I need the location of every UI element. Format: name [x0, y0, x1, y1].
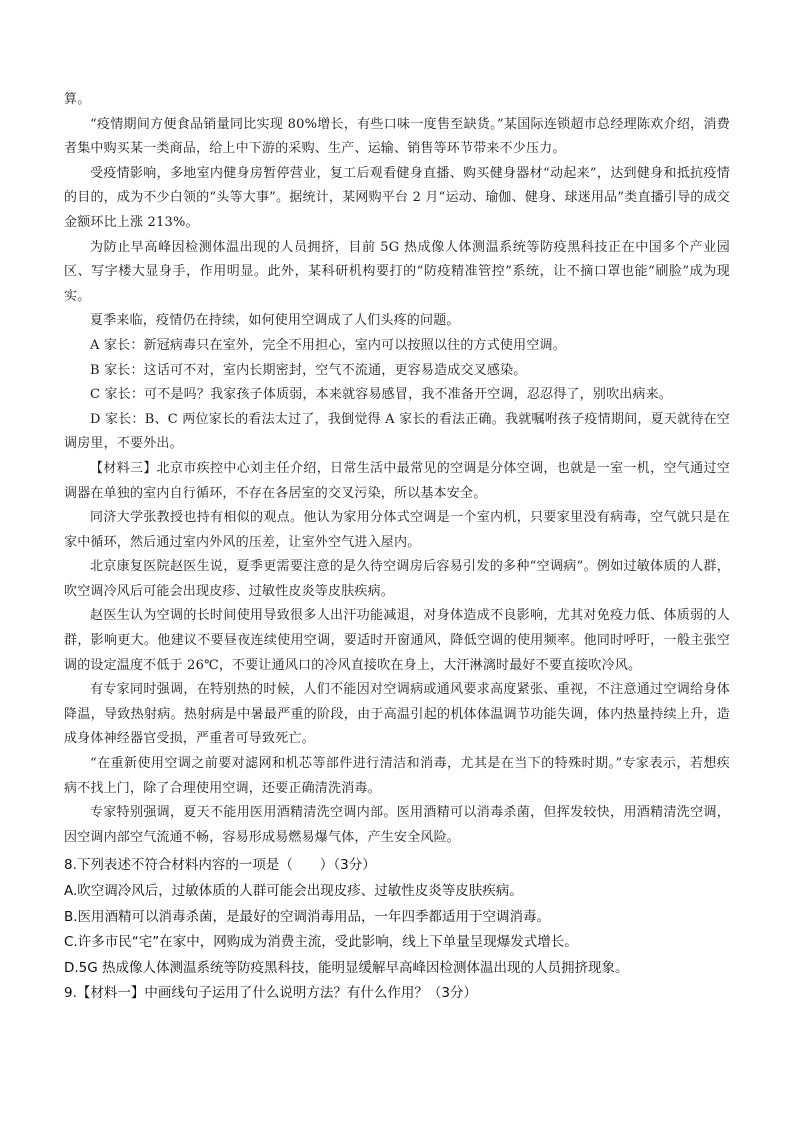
passage-paragraph: 为防止早高峰因检测体温出现的人员拥挤，目前 5G 热成像人体测温系统等防疫黑科技正在中国多个产业园区、写字楼大显身手，作用明显。此外，某科研机构要打的“防疫精准管控”系统，让不摘口罩也能“刷脸”成为现实。	[64, 239, 730, 304]
passage-paragraph: B 家长：这话可不对，室内长期密封，空气不流通，更容易造成交叉感染。	[90, 362, 527, 378]
passage-paragraph: 有专家同时强调，在特别热的时候，人们不能因对空调病或通风要求高度紧张、重视，不注意通过空调给身体降温，导致热射病。热射病是中暑最严重的阶段，由于高温引起的机体体温调节功能失调，体内热量持续上升，造成身体神经器官受损，严重者可导致死亡。	[64, 682, 730, 747]
passage-paragraph: A 家长：新冠病毒只在室外，完全不用担心，室内可以按照以往的方式使用空调。	[90, 337, 566, 353]
passage-paragraph: C 家长：可不是吗？我家孩子体质弱，本来就容易感冒，我不准备开空调，忍忍得了，别吹出病来。	[90, 387, 673, 403]
passage-paragraph: 同济大学张教授也持有相似的观点。他认为家用分体式空调是一个室内机，只要家里没有病毒，空气就只是在家中循环，然后通过室内外风的压差，让室外空气进入屋内。	[64, 510, 730, 550]
answer-option: A.吹空调冷风后，过敏体质的人群可能会出现皮疹、过敏性皮炎等皮肤疾病。	[64, 883, 523, 899]
passage-paragraph: 北京康复医院赵医生说，夏季更需要注意的是久待空调房后容易引发的多种“空调病”。例如过敏体质的人群，吹空调冷风后可能会出现皮疹、过敏性皮炎等皮肤疾病。	[64, 559, 730, 599]
passage-paragraph: 【材料三】北京市疾控中心刘主任介绍，日常生活中最常见的空调是分体空调，也就是一室一机，空气通过空调器在单独的室内自行循环，不存在各居室的交叉污染，所以基本安全。	[64, 460, 730, 501]
passage-paragraph: 受疫情影响，多地室内健身房暂停营业，复工后观看健身直播、购买健身器材“动起来”，达到健身和抵抗疫情的目的，成为不少白领的“头等大事”。据统计，某网购平台 2 月“运动、瑜伽、健身、球迷用品”类直播引导的成交金额环比上涨 213%。	[64, 165, 730, 230]
passage-paragraph: “在重新使用空调之前要对滤网和机芯等部件进行清洁和消毒，尤其是在当下的特殊时期。”专家表示，若想疾病不找上门，除了合理使用空调，还要正确清洗消毒。	[64, 756, 730, 796]
answer-option: B.医用酒精可以消毒杀菌，是最好的空调消毒用品，一年四季都适用于空调消毒。	[64, 908, 551, 925]
reading-passage	[64, 88, 730, 850]
passage-paragraph: “疫情期间方便食品销量同比实现 80%增长，有些口味一度售至缺货。”某国际连锁超市总经理陈欢介绍，消费者集中购买某一类商品，给上中下游的采购、生产、运输、销售等环节带来不少压力。	[64, 116, 730, 157]
passage-paragraph: D 家长：B、C 两位家长的看法太过了，我倒觉得 A 家长的看法正确。我就嘱咐孩子疫情期间，夏天就待在空调房里，不要外出。	[64, 411, 730, 452]
passage-paragraph: 夏季来临，疫情仍在持续，如何使用空调成了人们头疼的问题。	[90, 313, 460, 329]
answer-option: D.5G 热成像人体测温系统等防疫黑科技，能明显缓解早高峰因检测体温出现的人员拥挤现象。	[64, 959, 629, 976]
question-list	[64, 853, 730, 1007]
question-text: 8.下列表述不符合材料内容的一项是（ ）（3分）	[64, 857, 376, 874]
page-content	[64, 88, 730, 1007]
passage-paragraph: 赵医生认为空调的长时间使用导致很多人出汗功能减退，对身体造成不良影响，尤其对免疫力低、体质弱的人群，影响更大。他建议不要昼夜连续使用空调，要适时开窗通风，降低空调的使用频率。他同时呼吁，一般主张空调的设定温度不低于 26℃，不要让通风口的冷风直接吹在身上，大汗淋漓时最好不要直接吹冷风。	[64, 608, 730, 673]
answer-option: C.许多市民“宅”在家中，网购成为消费主流，受此影响，线上下单量呈现爆发式增长。	[64, 934, 578, 951]
passage-paragraph: 专家特别强调，夏天不能用医用酒精清洗空调内部。医用酒精可以消毒杀菌，但挥发较快，用酒精清洗空调，因空调内部空气流通不畅，容易形成易燃易爆气体，产生安全风险。	[64, 805, 730, 845]
question-text: 9.【材料一】中画线句子运用了什么说明方法？有什么作用？（3分）	[64, 985, 477, 1002]
passage-paragraph: 算。	[64, 92, 91, 107]
